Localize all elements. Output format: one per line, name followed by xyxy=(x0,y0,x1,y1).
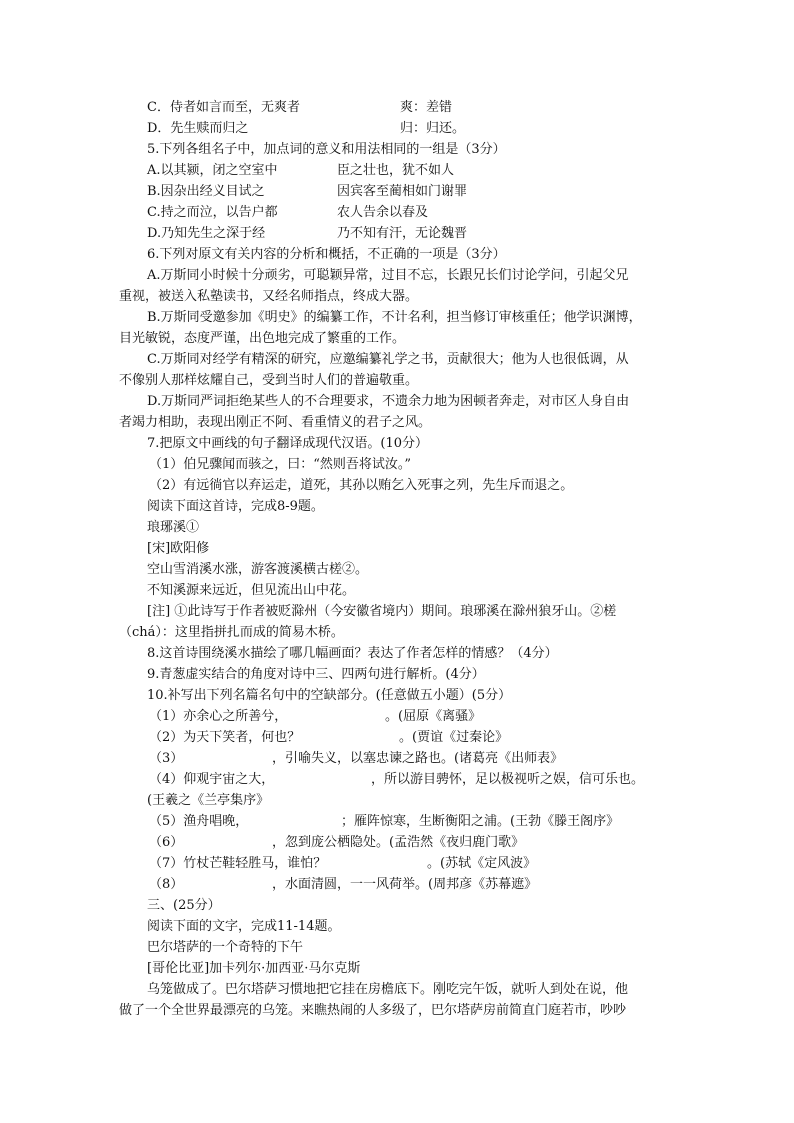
fill-8-prompt: （8） xyxy=(149,877,184,892)
story-title: 巴尔塔萨的一个奇特的下午 xyxy=(147,940,304,955)
fill-item-2 xyxy=(149,728,509,748)
fill-item-4 xyxy=(149,770,645,790)
q5-option-c xyxy=(147,203,429,223)
option-d-gloss: 归：归还。 xyxy=(400,121,466,136)
fill-item-3 xyxy=(149,749,564,769)
option-d-text: D．先生赎而归之 xyxy=(147,121,249,136)
story-paragraph-line-2: 做了一个全世界最漂亮的乌笼。来瞧热闹的人多级了，巴尔塔萨房前简直门庭若市，吵吵 xyxy=(119,1003,627,1018)
fill-4-continuation: ，所以游目骋怀，足以极视听之娱，信可乐也。 xyxy=(371,772,645,787)
fill-2-source: 。(贾谊《过秦论》 xyxy=(399,730,509,745)
q7-item-1: （1）伯兄骤闻而骇之，曰：“然则吾将试汝。” xyxy=(149,457,412,472)
fill-5-source: ；雁阵惊寒，生断衡阳之浦。(王勃《滕王阁序》 xyxy=(341,814,620,829)
q5-d-right: 乃不知有汗，无论魏晋 xyxy=(337,226,468,241)
fill-item-4-source: (王羲之《兰亭集序》 xyxy=(147,793,270,808)
fill-1-prompt: （1）亦余心之所善兮， xyxy=(149,709,288,724)
q6-option-d-line2: 者竭力相助，表现出刚正不阿、看重情义的君子之风。 xyxy=(119,415,432,430)
q5-c-left: C.持之而泣，以告户都 xyxy=(147,205,278,220)
fill-item-5 xyxy=(149,812,620,832)
q5-option-b xyxy=(147,182,468,202)
q5-a-right: 臣之壮也，犹不如人 xyxy=(337,163,455,178)
fill-3-prompt: （3） xyxy=(149,751,184,766)
poem-line-2: 不知溪源来远近，但见流出山中花。 xyxy=(147,583,356,598)
poem-author: [宋]欧阳修 xyxy=(147,541,210,556)
q5-b-right: 因宾客至蔺相如门谢罪 xyxy=(337,184,468,199)
poem-title: 琅琊溪① xyxy=(147,520,200,535)
fill-3-source: ，引喻失义，以塞忠谏之路也。(诸葛亮《出师表》 xyxy=(272,751,564,766)
reading-instruction-poem: 阅读下面这首诗，完成8-9题。 xyxy=(147,499,324,514)
fill-7-prompt: （7）竹杖芒鞋轻胜马，谁怕？ xyxy=(149,856,327,871)
question-5: 5.下列各组名子中，加点词的意义和用法相同的一组是（3分） xyxy=(147,142,506,157)
q6-option-a-line1: A.万斯同小时候十分顽劣，可聪颖异常，过目不忘，长跟兄长们讨论学问，引起父兄 xyxy=(147,268,629,283)
question-10: 10.补写出下列名篇名句中的空缺部分。(任意做五小题）(5分） xyxy=(147,688,512,703)
reading-instruction-story: 阅读下面的文字，完成11-14题。 xyxy=(147,919,341,934)
option-d-line xyxy=(147,119,466,139)
fill-item-1 xyxy=(149,707,482,727)
fill-6-source: ，忽到庞公栖隐处。(孟浩然《夜归鹿门歌》 xyxy=(272,835,525,850)
option-c-text: C．侍者如言而至，无爽者 xyxy=(147,100,300,115)
q6-option-a-line2: 重视，被送入私塾读书，又经名师指点，终成大器。 xyxy=(119,289,419,304)
fill-1-source: 。(屈原《离骚》 xyxy=(385,709,482,724)
q6-option-c-line1: C.万斯同对经学有精深的研究，应邀编纂礼学之书，贡献很大；他为人也很低调，从 xyxy=(147,352,629,367)
fill-7-source: 。(苏轼《定风波》 xyxy=(427,856,537,871)
question-6: 6.下列对原文有关内容的分析和概括，不正确的一项是（3分） xyxy=(147,247,506,262)
fill-2-prompt: （2）为天下笑者，何也？ xyxy=(149,730,301,745)
story-author: [哥伦比亚]加卡列尔·加西亚·马尔克斯 xyxy=(147,961,361,976)
q5-d-left: D.乃知先生之深于经 xyxy=(147,226,266,241)
fill-4-prompt: （4）仰观宇宙之大， xyxy=(149,772,275,787)
question-7: 7.把原文中画线的句子翻译成现代汉语。(10分） xyxy=(147,436,429,451)
q6-option-d-line1: D.万斯同严词拒绝某些人的不合理要求，不遗余力地为困顿者奔走，对市区人身自由 xyxy=(147,394,630,409)
q5-option-a xyxy=(147,161,455,181)
q5-b-left: B.因杂出经义目试之 xyxy=(147,184,265,199)
poem-line-1: 空山雪消溪水涨，游客渡溪横古槎②。 xyxy=(147,562,369,577)
fill-item-8 xyxy=(149,875,538,895)
option-c-gloss: 爽：差错 xyxy=(400,100,453,115)
fill-8-source: ，水面清圆，一一风荷举。(周邦彦《苏幕遮》 xyxy=(272,877,538,892)
q6-option-b-line1: B.万斯同受邀参加《明史》的编纂工作，不计名利，担当修订审核重任；他学识渊博， xyxy=(147,310,642,325)
option-c-line xyxy=(147,98,453,118)
q5-option-d xyxy=(147,224,468,244)
poem-note-2: （chá）：这里指拼扎而成的简易木桥。 xyxy=(119,625,344,640)
q6-option-b-line2: 目光敏锐，态度严谨，出色地完成了繁重的工作。 xyxy=(119,331,406,346)
q6-option-c-line2: 不像别人那样炫耀自己，受到当时人们的普遍敬重。 xyxy=(119,373,419,388)
fill-5-prompt: （5）渔舟唱晚， xyxy=(149,814,249,829)
poem-note-1: [注] ①此诗写于作者被贬滁州（今安徽省境内）期间。琅琊溪在滁州狼牙山。②槎 xyxy=(147,604,617,619)
q7-item-2: （2）有远徜官以弃运走，道死，其孙以贿乞入死事之列，先生斥而退之。 xyxy=(149,478,574,493)
fill-6-prompt: （6） xyxy=(149,835,184,850)
section-three-heading: 三、(25分） xyxy=(147,898,221,913)
q5-a-left: A.以其颍，闭之空室中 xyxy=(147,163,278,178)
question-8: 8.这首诗围绕溪水描绘了哪几幅画面？表达了作者怎样的情感？（4分） xyxy=(147,646,558,661)
story-paragraph-line-1: 乌笼做成了。巴尔塔萨习惯地把它挂在房檐底下。刚吃完午饭，就听人到处在说，他 xyxy=(147,982,629,997)
question-9: 9.青葱虚实结合的角度对诗中三、四两句进行解析。(4分） xyxy=(147,667,485,682)
fill-item-7 xyxy=(149,854,537,874)
q5-c-right: 农人告余以春及 xyxy=(337,205,429,220)
fill-item-6 xyxy=(149,833,525,853)
